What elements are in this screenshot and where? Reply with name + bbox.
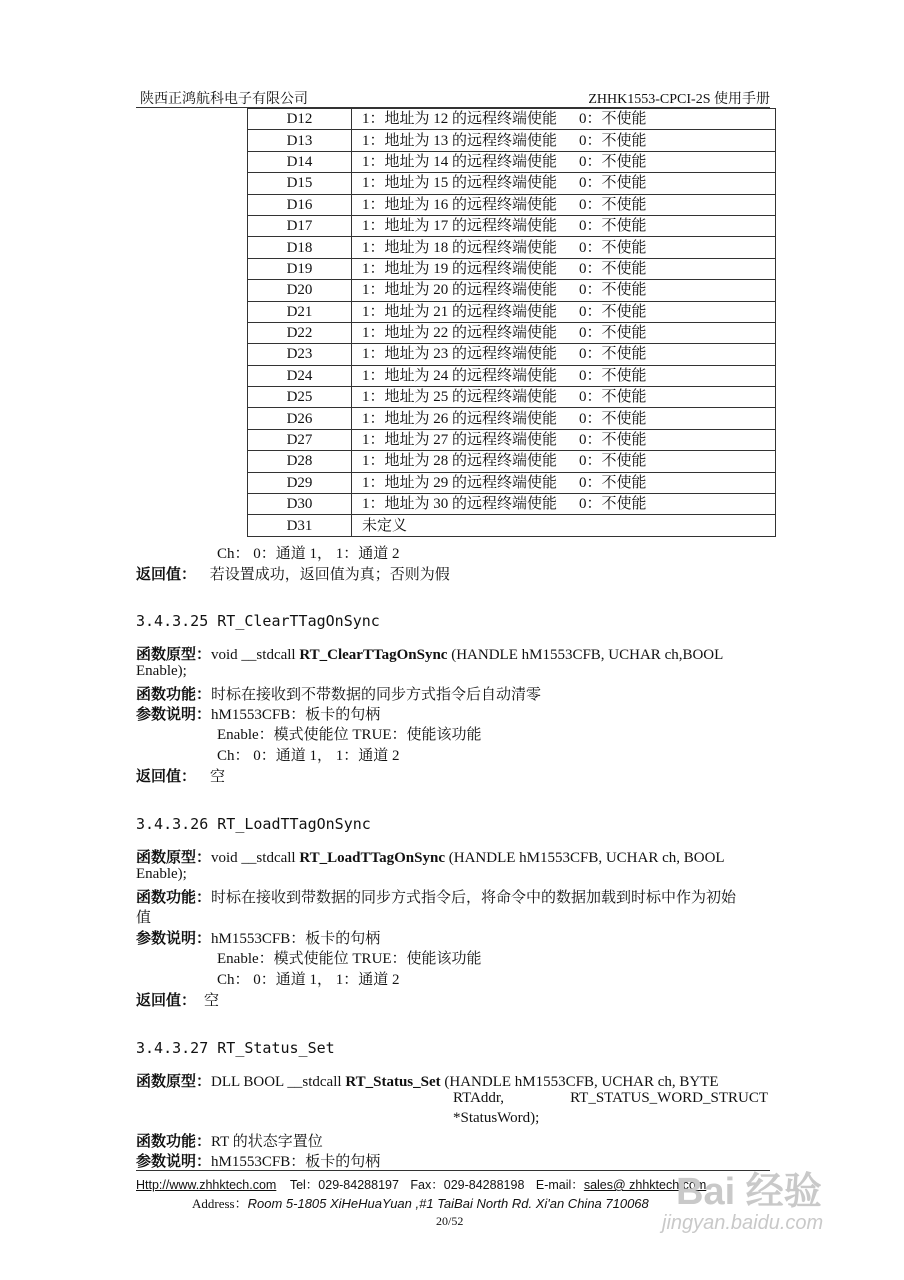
return-label: 返回值： (136, 769, 197, 785)
desc-off: 0：不使能 (579, 410, 647, 427)
table-row (248, 494, 776, 515)
desc-cell (352, 173, 776, 194)
param-handle: hM1553CFB：板卡的句柄 (211, 1154, 381, 1170)
desc-cell (352, 429, 776, 450)
func-row-25 (136, 683, 541, 704)
desc-cell (352, 194, 776, 215)
section-heading-25: 3.4.3.25 RT_ClearTTagOnSync (136, 612, 380, 630)
header-manual-title: ZHHK1553-CPCI-2S 使用手册 (588, 92, 770, 107)
return-text: 空 (204, 993, 220, 1009)
param-ch-25: Ch： 0：通道 1， 1：通道 2 (217, 748, 400, 764)
desc-off: 0：不使能 (579, 111, 647, 128)
desc-cell (352, 109, 776, 130)
table-row (248, 215, 776, 236)
function-name: RT_ClearTTagOnSync (299, 647, 448, 663)
footer-address-text: Room 5-1805 XiHeHuaYuan ,#1 TaiBai North Rd. Xi'an China 710068 (247, 1196, 649, 1211)
table-row (248, 109, 776, 130)
bit-cell: D15 (248, 173, 352, 194)
footer-fax: Fax：029-84288198 (410, 1178, 525, 1192)
proto-rtaddr: RTAddr, (453, 1090, 505, 1106)
desc-off: 0：不使能 (579, 496, 647, 513)
params-label: 参数说明： (136, 931, 212, 947)
proto-status-word: *StatusWord); (453, 1110, 540, 1126)
bit-cell: D22 (248, 322, 352, 343)
desc-on: 1：地址为 27 的远程终端使能 (362, 432, 558, 449)
proto-label: 函数原型： (136, 647, 212, 663)
proto-label: 函数原型： (136, 850, 212, 866)
bit-cell: D21 (248, 301, 352, 322)
table-row (248, 237, 776, 258)
func-text: 时标在接收到带数据的同步方式指令后，将命令中的数据加载到时标中作为初始 (211, 890, 737, 906)
footer-url[interactable]: Http://www.zhhktech.com (136, 1178, 277, 1192)
return-row (136, 563, 450, 584)
bit-cell: D12 (248, 109, 352, 130)
desc-off: 0：不使能 (579, 153, 647, 170)
table-row (248, 151, 776, 172)
desc-on: 1：地址为 24 的远程终端使能 (362, 367, 558, 384)
page-number: 20/52 (436, 1214, 464, 1228)
func-label: 函数功能： (136, 890, 212, 906)
bit-cell: D31 (248, 515, 352, 536)
desc-off: 0：不使能 (579, 282, 647, 299)
desc-off: 0：不使能 (579, 367, 647, 384)
bit-cell: D13 (248, 130, 352, 151)
desc-cell (352, 451, 776, 472)
bit-cell: D25 (248, 387, 352, 408)
bit-cell: D29 (248, 472, 352, 493)
desc-cell (352, 494, 776, 515)
func-row-27 (136, 1130, 323, 1151)
params-label: 参数说明： (136, 707, 212, 723)
proto-args: (HANDLE hM1553CFB, UCHAR ch, BOOL (445, 850, 725, 866)
bit-cell: D14 (248, 151, 352, 172)
bit-cell: D30 (248, 494, 352, 515)
param-handle: hM1553CFB：板卡的句柄 (211, 707, 381, 723)
footer-tel: Tel：029-84288197 (289, 1178, 399, 1192)
param-handle: hM1553CFB：板卡的句柄 (211, 931, 381, 947)
desc-cell (352, 237, 776, 258)
desc-on: 1：地址为 22 的远程终端使能 (362, 325, 558, 342)
func-row-26 (136, 886, 736, 907)
proto-row-26 (136, 846, 725, 867)
return-text: 空 (210, 769, 226, 785)
table-row (248, 173, 776, 194)
proto-args: (HANDLE hM1553CFB, UCHAR ch,BOOL (447, 647, 724, 663)
desc-cell (352, 151, 776, 172)
desc-on: 1：地址为 28 的远程终端使能 (362, 453, 558, 470)
func-text: 时标在接收到不带数据的同步方式指令后自动清零 (211, 687, 542, 703)
desc-cell (352, 344, 776, 365)
table-row (248, 322, 776, 343)
desc-on: 1：地址为 20 的远程终端使能 (362, 282, 558, 299)
return-label: 返回值： (136, 993, 197, 1009)
bit-definition-table (247, 108, 776, 537)
desc-on: 1：地址为 19 的远程终端使能 (362, 260, 558, 277)
function-name: RT_LoadTTagOnSync (299, 850, 445, 866)
return-row-26 (136, 989, 219, 1010)
param-row-25 (136, 703, 380, 724)
desc-on: 1：地址为 30 的远程终端使能 (362, 496, 558, 513)
desc-off: 0：不使能 (579, 239, 647, 256)
desc-off: 0：不使能 (579, 218, 647, 235)
proto-prefix: void __stdcall (211, 850, 300, 866)
desc-on: 1：地址为 12 的远程终端使能 (362, 111, 558, 128)
return-row-25 (136, 765, 225, 786)
proto-row-27 (136, 1070, 719, 1091)
proto-prefix: void __stdcall (211, 647, 300, 663)
table-row (248, 280, 776, 301)
desc-on: 1：地址为 21 的远程终端使能 (362, 303, 558, 320)
func-text: RT 的状态字置位 (211, 1134, 323, 1150)
bit-cell: D26 (248, 408, 352, 429)
bit-cell: D23 (248, 344, 352, 365)
desc-on: 1：地址为 16 的远程终端使能 (362, 196, 558, 213)
bit-cell: D19 (248, 258, 352, 279)
function-name: RT_Status_Set (345, 1074, 441, 1090)
param-row-26 (136, 927, 380, 948)
table-row (248, 130, 776, 151)
bit-cell: D28 (248, 451, 352, 472)
desc-off: 0：不使能 (579, 325, 647, 342)
proto-row-25 (136, 643, 723, 664)
desc-on: 1：地址为 25 的远程终端使能 (362, 389, 558, 406)
desc-cell (352, 515, 776, 536)
desc-cell (352, 408, 776, 429)
desc-off: 0：不使能 (579, 175, 647, 192)
params-label: 参数说明： (136, 1154, 212, 1170)
watermark-logo: Bai 经验 (676, 1171, 822, 1213)
desc-off: 0：不使能 (579, 432, 647, 449)
desc-cell (352, 280, 776, 301)
table-row (248, 387, 776, 408)
footer-address (192, 1193, 649, 1212)
param-ch-26: Ch： 0：通道 1， 1：通道 2 (217, 972, 400, 988)
desc-off: 0：不使能 (579, 303, 647, 320)
table-row (248, 408, 776, 429)
desc-off: 0：不使能 (579, 389, 647, 406)
bit-cell: D20 (248, 280, 352, 301)
func-label: 函数功能： (136, 1134, 212, 1150)
watermark-url: jingyan.baidu.com (662, 1212, 824, 1234)
desc-on: 1：地址为 14 的远程终端使能 (362, 153, 558, 170)
footer-email[interactable]: sales@ zhhktech.com (583, 1178, 707, 1192)
desc-on: 未定义 (362, 517, 408, 534)
desc-off: 0：不使能 (579, 346, 647, 363)
return-text: 若设置成功，返回值为真；否则为假 (209, 567, 450, 583)
desc-on: 1：地址为 23 的远程终端使能 (362, 346, 558, 363)
proto-cont-26: Enable); (136, 866, 187, 882)
desc-off: 0：不使能 (579, 260, 647, 277)
param-enable-25: Enable：模式使能位 TRUE：使能该功能 (217, 727, 482, 743)
desc-cell (352, 258, 776, 279)
proto-prefix: DLL BOOL __stdcall (211, 1074, 346, 1090)
table-row (248, 365, 776, 386)
return-label: 返回值： (136, 567, 197, 583)
bit-cell: D17 (248, 215, 352, 236)
desc-off: 0：不使能 (579, 196, 647, 213)
footer-address-label: Address： (192, 1196, 248, 1211)
table-row (248, 451, 776, 472)
param-enable-26: Enable：模式使能位 TRUE：使能该功能 (217, 951, 482, 967)
func-label: 函数功能： (136, 687, 212, 703)
desc-on: 1：地址为 15 的远程终端使能 (362, 175, 558, 192)
desc-on: 1：地址为 26 的远程终端使能 (362, 410, 558, 427)
desc-cell (352, 215, 776, 236)
footer-contact (136, 1175, 706, 1193)
bit-cell: D27 (248, 429, 352, 450)
desc-cell (352, 301, 776, 322)
footer-rule (136, 1170, 770, 1171)
desc-cell (352, 365, 776, 386)
table-row (248, 258, 776, 279)
bit-cell: D16 (248, 194, 352, 215)
desc-cell (352, 130, 776, 151)
proto-status-struct: RT_STATUS_WORD_STRUCT (570, 1090, 768, 1106)
table-row (248, 301, 776, 322)
desc-on: 1：地址为 29 的远程终端使能 (362, 474, 558, 491)
desc-cell (352, 387, 776, 408)
desc-off: 0：不使能 (579, 474, 647, 491)
func-cont-26: 值 (136, 910, 152, 926)
bit-cell: D18 (248, 237, 352, 258)
bit-cell: D24 (248, 365, 352, 386)
header-company: 陕西正鸿航科电子有限公司 (140, 92, 308, 107)
ch-param: Ch： 0：通道 1， 1：通道 2 (217, 546, 400, 562)
table-row (248, 344, 776, 365)
table-row (248, 194, 776, 215)
desc-on: 1：地址为 18 的远程终端使能 (362, 239, 558, 256)
param-row-27 (136, 1150, 380, 1171)
proto-label: 函数原型： (136, 1074, 212, 1090)
table-row (248, 515, 776, 536)
section-heading-26: 3.4.3.26 RT_LoadTTagOnSync (136, 815, 371, 833)
section-heading-27: 3.4.3.27 RT_Status_Set (136, 1039, 335, 1057)
desc-off: 0：不使能 (579, 453, 647, 470)
proto-cont-25: Enable); (136, 663, 187, 679)
footer-email-label: E-mail： (535, 1178, 584, 1192)
proto-args: (HANDLE hM1553CFB, UCHAR ch, BYTE (440, 1074, 719, 1090)
desc-cell (352, 472, 776, 493)
desc-on: 1：地址为 13 的远程终端使能 (362, 132, 558, 149)
desc-off: 0：不使能 (579, 132, 647, 149)
table-row (248, 429, 776, 450)
table-row (248, 472, 776, 493)
desc-on: 1：地址为 17 的远程终端使能 (362, 218, 558, 235)
desc-cell (352, 322, 776, 343)
